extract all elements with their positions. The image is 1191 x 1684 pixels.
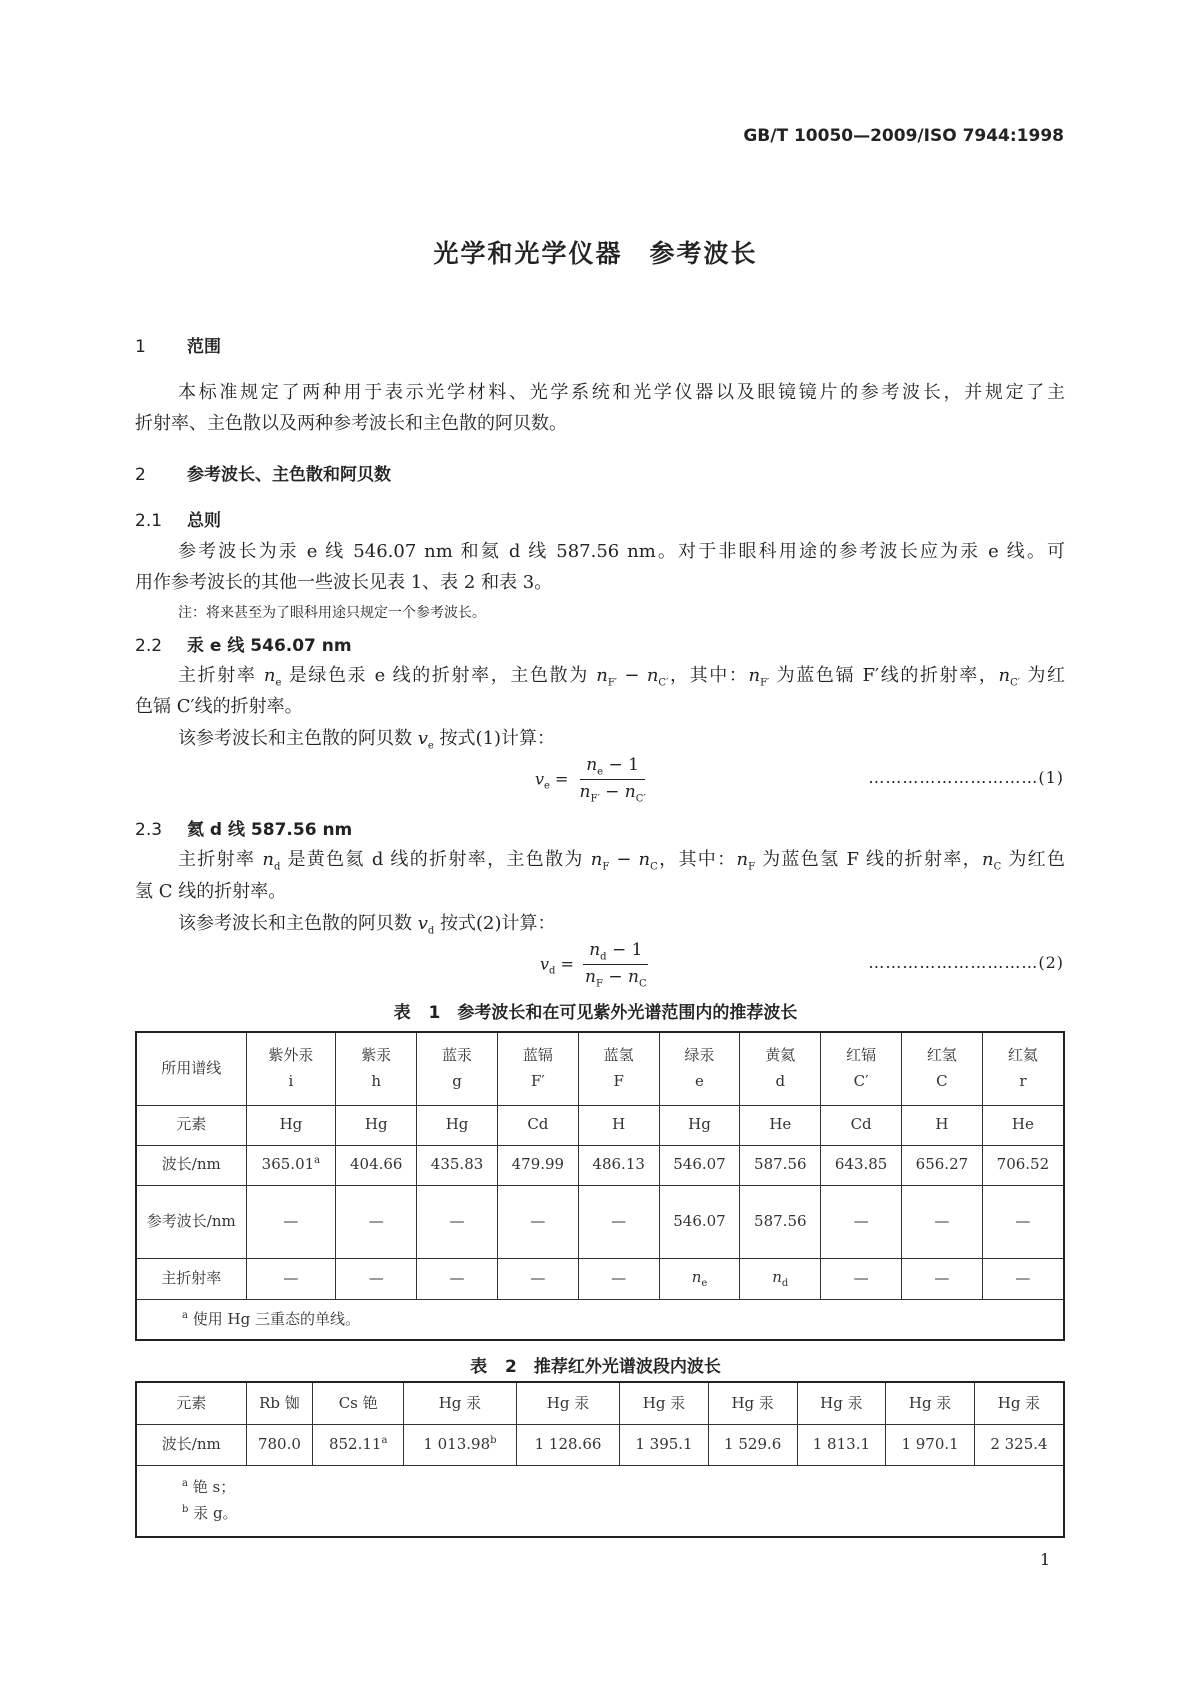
table-2-caption: 表 2 推荐红外光谱波段内波长: [470, 1357, 721, 1377]
table-cell: Rb 铷: [246, 1382, 313, 1424]
table-cell: —: [417, 1258, 498, 1299]
equation-number-1: …………………………(1): [868, 768, 1064, 787]
spectral-line-cell: 红镉 C′: [821, 1032, 902, 1105]
spectral-line-cell: 红氢 C: [902, 1032, 983, 1105]
paragraph-line: 该参考波长和主色散的阿贝数 $v_d$ 按式(2)计算：: [178, 913, 556, 937]
table-cell: 706.52: [982, 1145, 1064, 1185]
row-label: 参考波长/nm: [136, 1185, 246, 1258]
spectral-line-cell: 黄氦 d: [740, 1032, 821, 1105]
section-2-3-heading: 2.3 氦 d 线 587.56 nm: [135, 820, 353, 840]
table-cell: He: [740, 1105, 821, 1145]
spectral-line-cell: 绿汞 e: [659, 1032, 740, 1105]
table-footnote: $^a$ 使用 Hg 三重态的单线。: [136, 1299, 1064, 1340]
table-cell: Hg 汞: [708, 1382, 797, 1424]
table-2: [135, 1381, 1065, 1538]
table-cell: 1 013.98$^b$: [403, 1424, 516, 1465]
table-1: [135, 1031, 1065, 1341]
table-cell: Hg 汞: [797, 1382, 886, 1424]
table-cell: Hg 汞: [620, 1382, 709, 1424]
table-cell: —: [497, 1258, 578, 1299]
table-cell: Hg: [417, 1105, 498, 1145]
paragraph-line: 用作参考波长的其他一些波长见表 1、表 2 和表 3。: [135, 572, 553, 593]
table-cell: —: [336, 1185, 417, 1258]
table-cell: —: [982, 1258, 1064, 1299]
table-cell: 479.99: [497, 1145, 578, 1185]
table-cell: 1 970.1: [886, 1424, 975, 1465]
table-cell: Hg: [336, 1105, 417, 1145]
table-cell: Cd: [821, 1105, 902, 1145]
table-cell: 435.83: [417, 1145, 498, 1185]
formula-2: $v_d$ = $\frac{n_d - 1}{n_F - n_C}$: [540, 940, 647, 990]
paragraph-line: 折射率、主色散以及两种参考波长和主色散的阿贝数。: [135, 413, 567, 434]
row-label: 元素: [136, 1105, 246, 1145]
row-label: 主折射率: [136, 1258, 246, 1299]
table-cell: —: [902, 1258, 983, 1299]
table-cell: —: [417, 1185, 498, 1258]
row-label: 元素: [136, 1382, 246, 1424]
table-footnotes: $^a$ 铯 s； $^b$ 汞 g。: [136, 1465, 1064, 1537]
paragraph-line: 参考波长为汞 e 线 546.07 nm 和氦 d 线 587.56 nm。对于非眼科用途的参考波长应为汞 e 线。可: [178, 541, 1065, 562]
paragraph-line: 主折射率 $n_e$ 是绿色汞 e 线的折射率，主色散为 $n_{F'} - n_{C'}$，其中：$n_{F'}$ 为蓝色镉 F′线的折射率，$n_{C'}$ 为红: [178, 665, 1065, 689]
table-cell: Hg: [659, 1105, 740, 1145]
note: 注：将来甚至为了眼科用途只规定一个参考波长。: [178, 605, 486, 621]
table-cell: 546.07: [659, 1185, 740, 1258]
table-cell: 1 529.6: [708, 1424, 797, 1465]
section-1-heading: 1 范围: [135, 337, 221, 357]
page-title: 光学和光学仪器 参考波长: [433, 239, 758, 268]
table-cell: Hg 汞: [974, 1382, 1064, 1424]
table-cell: 365.01$^a$: [246, 1145, 336, 1185]
table-cell: H: [578, 1105, 659, 1145]
table-cell: —: [902, 1185, 983, 1258]
paragraph-line: 该参考波长和主色散的阿贝数 $v_e$ 按式(1)计算：: [178, 728, 556, 752]
section-2-heading: 2 参考波长、主色散和阿贝数: [135, 465, 391, 485]
formula-1: $v_e$ = $\frac{n_e - 1}{n_{F'} - n_{C'}}$: [535, 755, 646, 805]
spectral-line-cell: 红氦 r: [982, 1032, 1064, 1105]
row-label: 波长/nm: [136, 1145, 246, 1185]
table-cell: 2 325.4: [974, 1424, 1064, 1465]
spectral-line-cell: 蓝氢 F: [578, 1032, 659, 1105]
table-cell: 486.13: [578, 1145, 659, 1185]
row-label: 波长/nm: [136, 1424, 246, 1465]
table-cell: H: [902, 1105, 983, 1145]
table-cell: 404.66: [336, 1145, 417, 1185]
table-cell: Hg 汞: [516, 1382, 619, 1424]
table-cell: —: [821, 1258, 902, 1299]
table-cell: —: [497, 1185, 578, 1258]
table-cell: —: [336, 1258, 417, 1299]
table-1-caption: 表 1 参考波长和在可见紫外光谱范围内的推荐波长: [393, 1003, 798, 1023]
standard-number: GB/T 10050—2009/ISO 7944:1998: [743, 126, 1064, 146]
table-cell: Cd: [497, 1105, 578, 1145]
section-2-2-heading: 2.2 汞 e 线 546.07 nm: [135, 636, 352, 656]
table-cell: —: [578, 1185, 659, 1258]
table-cell: Hg: [246, 1105, 336, 1145]
table-cell: —: [578, 1258, 659, 1299]
spectral-line-cell: 紫外汞 i: [246, 1032, 336, 1105]
spectral-line-cell: 蓝汞 g: [417, 1032, 498, 1105]
table-cell: 1 128.66: [516, 1424, 619, 1465]
paragraph-line: 主折射率 $n_d$ 是黄色氦 d 线的折射率，主色散为 $n_F - n_C$，其中：$n_F$ 为蓝色氢 F 线的折射率，$n_C$ 为红色: [178, 849, 1065, 873]
table-cell: —: [246, 1185, 336, 1258]
spectral-line-cell: 紫汞 h: [336, 1032, 417, 1105]
table-cell: —: [982, 1185, 1064, 1258]
table-cell: Hg 汞: [886, 1382, 975, 1424]
table-cell: Cs 铯: [313, 1382, 404, 1424]
paragraph-line: 色镉 C′线的折射率。: [135, 696, 303, 717]
table-cell: 852.11$^a$: [313, 1424, 404, 1465]
table-cell: Hg 汞: [403, 1382, 516, 1424]
page-number: 1: [1040, 1550, 1051, 1569]
table-cell: 656.27: [902, 1145, 983, 1185]
table-cell: 780.0: [246, 1424, 313, 1465]
table-cell: —: [821, 1185, 902, 1258]
table-cell: 546.07: [659, 1145, 740, 1185]
section-2-1-heading: 2.1 总则: [135, 511, 221, 531]
table-cell: 1 813.1: [797, 1424, 886, 1465]
table-cell: He: [982, 1105, 1064, 1145]
row-label: 所用谱线: [136, 1032, 246, 1105]
table-cell: —: [246, 1258, 336, 1299]
table-cell: 643.85: [821, 1145, 902, 1185]
table-cell: $n_d$: [740, 1258, 821, 1299]
table-cell: $n_e$: [659, 1258, 740, 1299]
table-cell: 1 395.1: [620, 1424, 709, 1465]
spectral-line-cell: 蓝镉 F′: [497, 1032, 578, 1105]
table-cell: 587.56: [740, 1145, 821, 1185]
paragraph-line: 氢 C 线的折射率。: [135, 881, 287, 902]
equation-number-2: …………………………(2): [868, 953, 1064, 972]
paragraph-line: 本标准规定了两种用于表示光学材料、光学系统和光学仪器以及眼镜镜片的参考波长，并规定了主: [178, 382, 1065, 403]
table-cell: 587.56: [740, 1185, 821, 1258]
